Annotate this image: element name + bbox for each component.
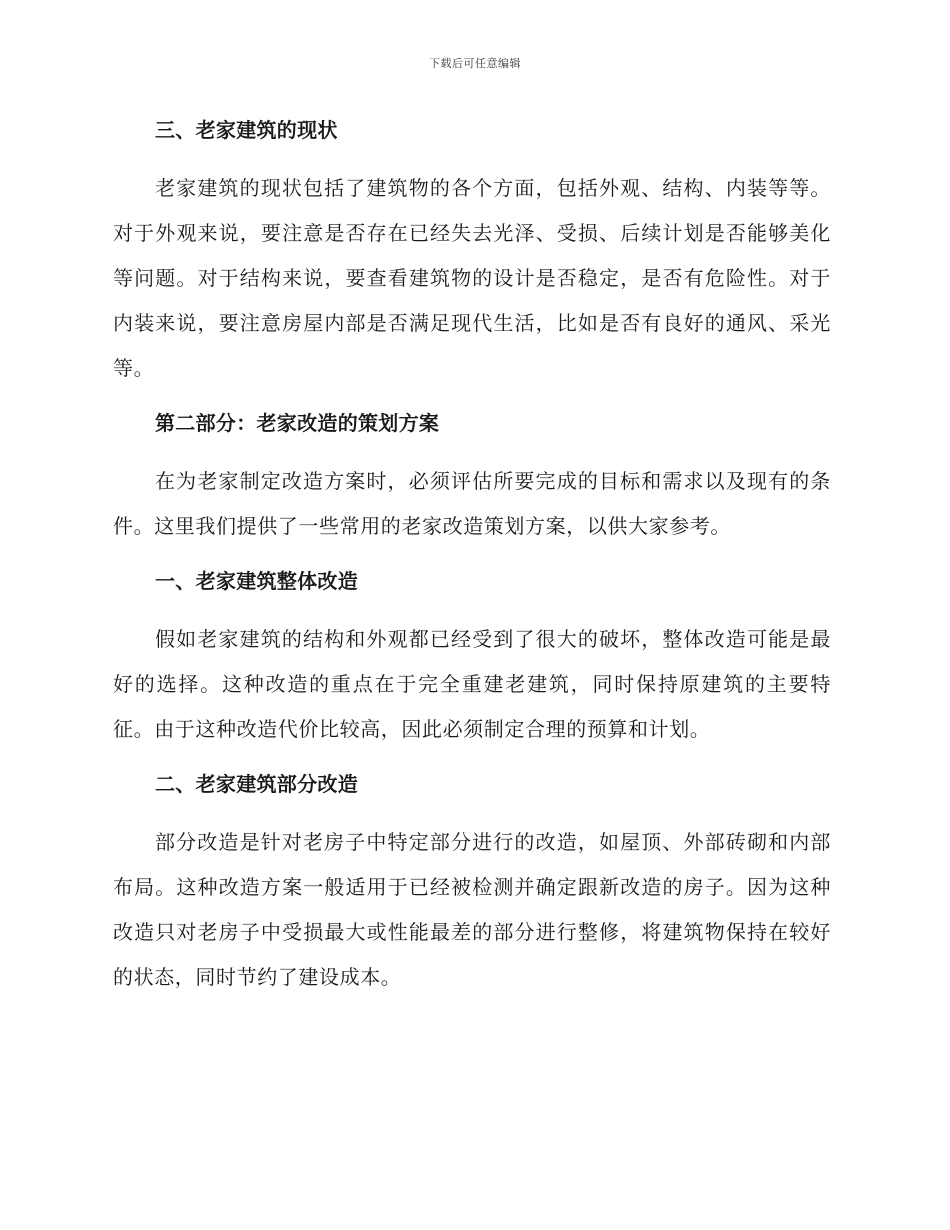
- page-header: 下载后可任意编辑: [429, 57, 521, 70]
- document-body: [113, 110, 831, 1012]
- section-heading-overall-renovation: 一、老家建筑整体改造: [155, 569, 358, 593]
- section-paragraph-part-two: 在为老家制定改造方案时，必须评估所要完成的目标和需求以及现有的条件。这里我们提供了一些常用的老家改造策划方案，以供大家参考。: [113, 469, 831, 538]
- section-paragraph-partial-renovation: 部分改造是针对老房子中特定部分进行的改造，如屋顶、外部砖砌和内部布局。这种改造方案一般适用于已经被检测并确定跟新改造的房子。因为这种改造只对老房子中受损最大或性能最差的部分进行整修，将建筑物保持在较好的状态，同时节约了建设成本。: [113, 830, 831, 989]
- section-heading-partial-renovation: 二、老家建筑部分改造: [155, 772, 358, 796]
- section-heading-current-status: 三、老家建筑的现状: [155, 118, 338, 142]
- section-paragraph-overall-renovation: 假如老家建筑的结构和外观都已经受到了很大的破坏，整体改造可能是最好的选择。这种改造的重点在于完全重建老建筑，同时保持原建筑的主要特征。由于这种改造代价比较高，因此必须制定合理的预算和计划。: [113, 627, 831, 741]
- section-heading-part-two: 第二部分：老家改造的策划方案: [155, 411, 440, 435]
- section-paragraph-current-status: 老家建筑的现状包括了建筑物的各个方面，包括外观、结构、内装等等。对于外观来说，要注意是否存在已经失去光泽、受损、后续计划是否能够美化等问题。对于结构来说，要查看建筑物的设计是否稳定，是否有危险性。对于内装来说，要注意房屋内部是否满足现代生活，比如是否有良好的通风、采光等。: [113, 176, 831, 380]
